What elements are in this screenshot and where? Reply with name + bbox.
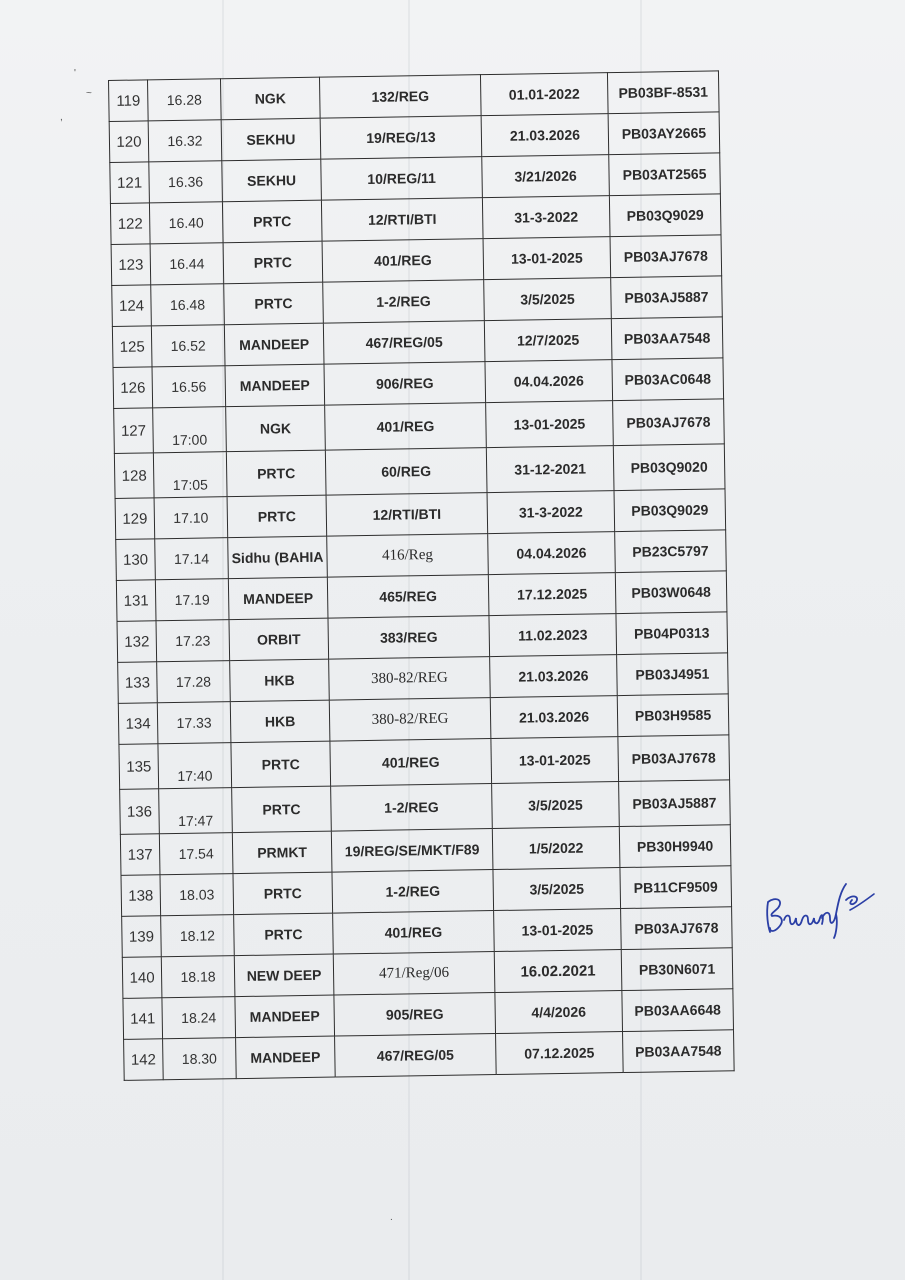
vehicle-number-cell: PB03J4951 xyxy=(617,653,729,696)
validity-date-cell: 31-12-2021 xyxy=(486,446,614,493)
operator-cell: MANDEEP xyxy=(228,577,328,620)
paper-speck: . xyxy=(390,1212,393,1223)
time-cell: 18.12 xyxy=(161,915,235,957)
operator-cell: MANDEEP xyxy=(225,364,325,407)
operator-cell: NGK xyxy=(220,77,320,120)
vehicle-number-cell: PB03Q9029 xyxy=(609,194,721,237)
time-cell: 16.32 xyxy=(148,120,222,162)
validity-date-cell: 12/7/2025 xyxy=(484,319,612,362)
time-cell: 16.52 xyxy=(151,325,225,367)
permit-number-cell: 380-82/REG xyxy=(329,698,491,742)
time-cell: 17.33 xyxy=(157,702,231,744)
validity-date-cell: 07.12.2025 xyxy=(496,1032,624,1075)
operator-cell: PRTC xyxy=(234,913,334,956)
operator-cell: PRTC xyxy=(223,241,323,284)
time-cell: 18.24 xyxy=(162,997,236,1039)
validity-date-cell: 31-3-2022 xyxy=(487,491,615,534)
serial-number-cell: 142 xyxy=(124,1039,164,1081)
time-cell: 17.23 xyxy=(156,620,230,662)
vehicle-number-cell: PB23C5797 xyxy=(615,530,727,573)
signature xyxy=(760,870,880,940)
vehicle-number-cell: PB03AA7548 xyxy=(623,1030,735,1073)
time-cell: 17:40 xyxy=(158,743,232,789)
serial-number-cell: 119 xyxy=(109,80,149,122)
validity-date-cell: 3/21/2026 xyxy=(482,155,610,198)
vehicle-number-cell: PB03AJ7678 xyxy=(610,235,722,278)
validity-date-cell: 04.04.2026 xyxy=(488,532,616,575)
validity-date-cell: 31-3-2022 xyxy=(482,196,610,239)
serial-number-cell: 121 xyxy=(110,162,150,204)
operator-cell: NEW DEEP xyxy=(234,954,334,997)
validity-date-cell: 01.01-2022 xyxy=(480,73,608,116)
time-cell: 17.14 xyxy=(155,538,229,580)
operator-cell: HKB xyxy=(230,700,330,743)
permit-number-cell: 1-2/REG xyxy=(332,870,494,914)
operator-cell: MANDEEP xyxy=(224,323,324,366)
validity-date-cell: 3/5/2025 xyxy=(492,782,620,829)
permit-number-cell: 905/REG xyxy=(334,993,496,1037)
validity-date-cell: 3/5/2025 xyxy=(493,868,621,911)
paper-speck: , xyxy=(60,112,63,123)
serial-number-cell: 138 xyxy=(121,875,161,917)
vehicle-number-cell: PB03Q9020 xyxy=(613,444,725,491)
operator-cell: PRTC xyxy=(224,282,324,325)
vehicle-number-cell: PB03H9585 xyxy=(617,694,729,737)
operator-cell: PRMKT xyxy=(232,831,332,874)
serial-number-cell: 128 xyxy=(114,453,154,499)
serial-number-cell: 136 xyxy=(120,789,160,835)
time-cell: 17.54 xyxy=(159,833,233,875)
operator-cell: PRTC xyxy=(231,741,331,788)
permit-number-cell: 12/RTI/BTI xyxy=(326,493,488,537)
serial-number-cell: 131 xyxy=(116,580,156,622)
time-cell: 16.28 xyxy=(148,79,222,121)
validity-date-cell: 21.03.2026 xyxy=(490,655,618,698)
operator-cell: PRTC xyxy=(232,786,332,833)
serial-number-cell: 129 xyxy=(115,498,155,540)
serial-number-cell: 123 xyxy=(111,244,151,286)
operator-cell: PRTC xyxy=(226,450,326,497)
serial-number-cell: 135 xyxy=(119,744,159,790)
serial-number-cell: 122 xyxy=(110,203,150,245)
vehicle-number-cell: PB30H9940 xyxy=(619,825,731,868)
validity-date-cell: 17.12.2025 xyxy=(488,573,616,616)
permit-number-cell: 383/REG xyxy=(328,616,490,660)
serial-number-cell: 137 xyxy=(120,834,160,876)
vehicle-number-cell: PB03AJ7678 xyxy=(613,399,725,446)
operator-cell: PRTC xyxy=(222,200,322,243)
permit-number-cell: 380-82/REG xyxy=(329,657,491,701)
paper-speck: ~ xyxy=(86,88,92,99)
operator-cell: HKB xyxy=(230,659,330,702)
serial-number-cell: 130 xyxy=(116,539,156,581)
operator-cell: Sidhu (BAHIA xyxy=(228,536,328,579)
time-cell: 16.48 xyxy=(151,284,225,326)
time-cell: 18.30 xyxy=(163,1038,237,1080)
time-cell: 18.18 xyxy=(161,956,235,998)
time-cell: 17.19 xyxy=(155,579,229,621)
validity-date-cell: 21.03.2026 xyxy=(481,114,609,157)
time-cell: 17.28 xyxy=(157,661,231,703)
permit-number-cell: 416/Reg xyxy=(327,534,489,578)
serial-number-cell: 139 xyxy=(122,916,162,958)
vehicle-number-cell: PB03AJ7678 xyxy=(621,907,733,950)
validity-date-cell: 13-01-2025 xyxy=(486,401,614,448)
permit-number-cell: 19/REG/SE/MKT/F89 xyxy=(331,829,493,873)
vehicle-number-cell: PB03AC0648 xyxy=(612,358,724,401)
validity-date-cell: 4/4/2026 xyxy=(495,991,623,1034)
timetable-body xyxy=(109,71,735,1080)
permit-number-cell: 401/REG xyxy=(325,403,487,451)
operator-cell: MANDEEP xyxy=(235,995,335,1038)
permit-number-cell: 1-2/REG xyxy=(323,280,485,324)
serial-number-cell: 134 xyxy=(118,703,158,745)
timetable-table xyxy=(108,70,735,1080)
permit-number-cell: 132/REG xyxy=(319,75,481,119)
serial-number-cell: 133 xyxy=(118,662,158,704)
vehicle-number-cell: PB03AA7548 xyxy=(611,317,723,360)
time-cell: 16.36 xyxy=(149,161,223,203)
vehicle-number-cell: PB03AA6648 xyxy=(622,989,734,1032)
vehicle-number-cell: PB03Q9029 xyxy=(614,489,726,532)
operator-cell: PRTC xyxy=(233,872,333,915)
serial-number-cell: 124 xyxy=(112,285,152,327)
serial-number-cell: 125 xyxy=(112,326,152,368)
vehicle-number-cell: PB03AY2665 xyxy=(608,112,720,155)
validity-date-cell: 13-01-2025 xyxy=(491,737,619,784)
vehicle-number-cell: PB30N6071 xyxy=(621,948,733,991)
permit-number-cell: 19/REG/13 xyxy=(320,116,482,160)
serial-number-cell: 126 xyxy=(113,367,153,409)
permit-number-cell: 471/Reg/06 xyxy=(333,952,495,996)
operator-cell: NGK xyxy=(226,405,326,452)
time-cell: 17:05 xyxy=(153,452,227,498)
time-cell: 17:00 xyxy=(153,407,227,453)
time-cell: 18.03 xyxy=(160,874,234,916)
operator-cell: ORBIT xyxy=(229,618,329,661)
permit-number-cell: 12/RTI/BTI xyxy=(321,198,483,242)
permit-number-cell: 467/REG/05 xyxy=(323,321,485,365)
operator-cell: MANDEEP xyxy=(236,1036,336,1079)
vehicle-number-cell: PB03BF-8531 xyxy=(607,71,719,114)
time-cell: 16.44 xyxy=(150,243,224,285)
vehicle-number-cell: PB03AT2565 xyxy=(609,153,721,196)
validity-date-cell: 16.02.2021 xyxy=(494,950,622,993)
time-cell: 16.40 xyxy=(149,202,223,244)
validity-date-cell: 13-01-2025 xyxy=(483,237,611,280)
permit-number-cell: 401/REG xyxy=(330,739,492,787)
serial-number-cell: 120 xyxy=(109,121,149,163)
vehicle-number-cell: PB03AJ5887 xyxy=(611,276,723,319)
validity-date-cell: 11.02.2023 xyxy=(489,614,617,657)
vehicle-number-cell: PB03AJ7678 xyxy=(618,735,730,782)
permit-number-cell: 401/REG xyxy=(333,911,495,955)
permit-number-cell: 906/REG xyxy=(324,362,486,406)
vehicle-number-cell: PB03W0648 xyxy=(615,571,727,614)
vehicle-number-cell: PB03AJ5887 xyxy=(619,780,731,827)
time-cell: 16.56 xyxy=(152,366,226,408)
permit-number-cell: 401/REG xyxy=(322,239,484,283)
permit-number-cell: 10/REG/11 xyxy=(321,157,483,201)
operator-cell: SEKHU xyxy=(221,118,321,161)
permit-number-cell: 1-2/REG xyxy=(331,784,493,832)
operator-cell: PRTC xyxy=(227,495,327,538)
operator-cell: SEKHU xyxy=(222,159,322,202)
serial-number-cell: 141 xyxy=(123,998,163,1040)
serial-number-cell: 127 xyxy=(114,408,154,454)
time-cell: 17.10 xyxy=(154,497,228,539)
serial-number-cell: 140 xyxy=(122,957,162,999)
paper-speck: ' xyxy=(74,68,76,79)
serial-number-cell: 132 xyxy=(117,621,157,663)
validity-date-cell: 3/5/2025 xyxy=(484,278,612,321)
bus-timetable xyxy=(108,70,735,1080)
permit-number-cell: 60/REG xyxy=(325,448,487,496)
vehicle-number-cell: PB11CF9509 xyxy=(620,866,732,909)
validity-date-cell: 1/5/2022 xyxy=(492,827,620,870)
validity-date-cell: 21.03.2026 xyxy=(490,696,618,739)
validity-date-cell: 13-01-2025 xyxy=(494,909,622,952)
time-cell: 17:47 xyxy=(159,788,233,834)
permit-number-cell: 465/REG xyxy=(327,575,489,619)
permit-number-cell: 467/REG/05 xyxy=(335,1034,497,1078)
validity-date-cell: 04.04.2026 xyxy=(485,360,613,403)
vehicle-number-cell: PB04P0313 xyxy=(616,612,728,655)
